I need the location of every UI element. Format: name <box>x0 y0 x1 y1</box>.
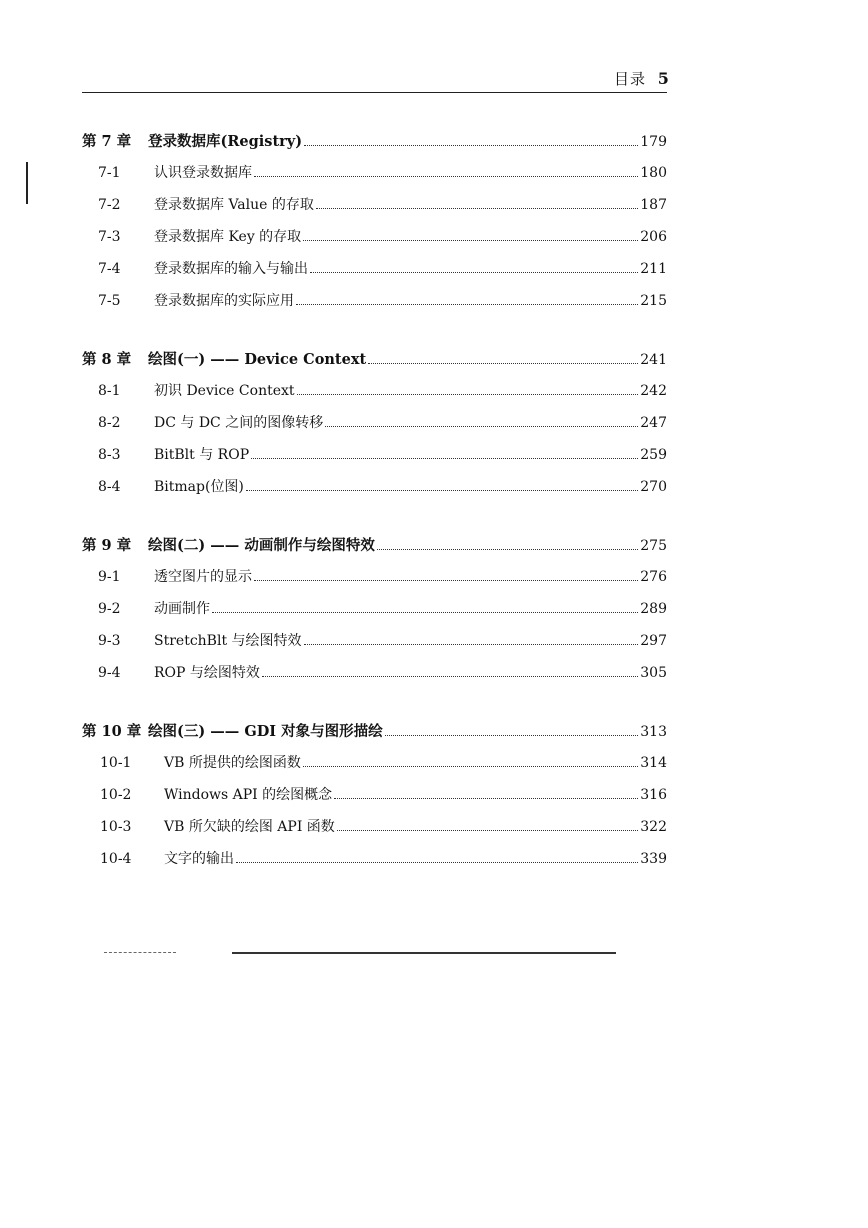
section-number: 7-3 <box>98 229 121 245</box>
page-reference: 211 <box>640 261 667 277</box>
section-number: 7-4 <box>98 261 121 277</box>
dot-leader <box>334 797 638 799</box>
page-reference: 305 <box>640 665 667 681</box>
section-title: 透空图片的显示 <box>154 569 252 585</box>
page-reference: 270 <box>640 479 667 495</box>
toc-section-entry[interactable] <box>82 380 667 412</box>
page-reference: 316 <box>640 787 667 803</box>
footer-rule-left <box>104 952 176 953</box>
toc-section-entry[interactable] <box>82 848 667 880</box>
dot-leader <box>251 457 638 459</box>
chapter-number: 第 10 章 <box>82 723 142 740</box>
toc-section-entry[interactable] <box>82 566 667 598</box>
dot-leader <box>303 765 638 767</box>
section-number: 10-2 <box>100 787 132 803</box>
section-title: ROP 与绘图特效 <box>154 665 260 681</box>
section-number: 9-3 <box>98 633 121 649</box>
toc-section-entry[interactable] <box>82 598 667 630</box>
section-number: 8-3 <box>98 447 121 463</box>
dot-leader <box>325 425 638 427</box>
section-title: 登录数据库的实际应用 <box>154 293 294 309</box>
chapter-number: 第 7 章 <box>82 133 132 150</box>
toc-section-entry[interactable] <box>82 752 667 784</box>
dot-leader <box>254 579 638 581</box>
running-head <box>614 68 670 89</box>
dot-leader <box>236 861 638 863</box>
section-number: 7-2 <box>98 197 121 213</box>
section-number: 9-2 <box>98 601 121 617</box>
section-title: VB 所欠缺的绘图 API 函数 <box>164 819 335 835</box>
page-reference: 313 <box>640 724 667 740</box>
page-reference: 242 <box>640 383 667 399</box>
section-title: 登录数据库 Key 的存取 <box>154 229 302 245</box>
dot-leader <box>303 239 638 241</box>
page-reference: 259 <box>640 447 667 463</box>
toc-section-entry[interactable] <box>82 162 667 194</box>
page-reference: 276 <box>640 569 667 585</box>
section-number: 9-1 <box>98 569 121 585</box>
section-number: 7-1 <box>98 165 121 181</box>
toc-section-entry[interactable] <box>82 226 667 258</box>
section-title: StretchBlt 与绘图特效 <box>154 633 302 649</box>
table-of-contents <box>82 130 667 880</box>
section-number: 10-3 <box>100 819 132 835</box>
toc-section-entry[interactable] <box>82 194 667 226</box>
toc-section-entry[interactable] <box>82 476 667 508</box>
section-title: 动画制作 <box>154 601 210 617</box>
section-number: 10-1 <box>100 755 132 771</box>
running-head-label: 目录 <box>614 70 647 88</box>
page-reference: 180 <box>640 165 667 181</box>
page-number: 5 <box>657 69 670 88</box>
section-title: VB 所提供的绘图函数 <box>164 755 301 771</box>
section-number: 8-2 <box>98 415 121 431</box>
toc-chapter-entry[interactable] <box>82 348 667 380</box>
toc-section-entry[interactable] <box>82 662 667 694</box>
section-title: 文字的输出 <box>164 851 234 867</box>
header-rule <box>82 92 667 93</box>
toc-section-entry[interactable] <box>82 784 667 816</box>
page-reference: 275 <box>640 538 667 554</box>
dot-leader <box>254 175 638 177</box>
page-reference: 215 <box>640 293 667 309</box>
dot-leader <box>316 207 638 209</box>
section-title: BitBlt 与 ROP <box>154 447 250 463</box>
section-title: Windows API 的绘图概念 <box>164 787 333 803</box>
section-title: 认识登录数据库 <box>154 165 252 181</box>
page-reference: 339 <box>640 851 667 867</box>
section-number: 9-4 <box>98 665 121 681</box>
toc-section-entry[interactable] <box>82 290 667 322</box>
section-title: Bitmap(位图) <box>154 479 244 495</box>
chapter-title: 绘图(一) —— Device Context <box>148 351 367 368</box>
section-number: 8-1 <box>98 383 121 399</box>
page-reference: 247 <box>640 415 667 431</box>
chapter-number: 第 8 章 <box>82 351 132 368</box>
scan-margin-mark <box>26 162 28 204</box>
dot-leader <box>212 611 638 613</box>
page-reference: 179 <box>640 134 667 150</box>
toc-chapter-entry[interactable] <box>82 534 667 566</box>
dot-leader <box>377 548 638 550</box>
page-reference: 206 <box>640 229 667 245</box>
dot-leader <box>310 271 638 273</box>
page-reference: 289 <box>640 601 667 617</box>
chapter-title: 绘图(三) —— GDI 对象与图形描绘 <box>148 723 383 740</box>
toc-chapter-entry[interactable] <box>82 130 667 162</box>
toc-chapter-entry[interactable] <box>82 720 667 752</box>
section-title: 登录数据库的输入与输出 <box>154 261 308 277</box>
toc-section-entry[interactable] <box>82 630 667 662</box>
section-number: 8-4 <box>98 479 121 495</box>
dot-leader <box>304 643 639 645</box>
page-reference: 322 <box>640 819 667 835</box>
page-reference: 297 <box>640 633 667 649</box>
dot-leader <box>246 489 638 491</box>
footer-rule-right <box>232 952 616 954</box>
dot-leader <box>296 303 638 305</box>
dot-leader <box>304 144 638 146</box>
dot-leader <box>385 734 639 736</box>
page-reference: 241 <box>640 352 667 368</box>
toc-section-entry[interactable] <box>82 258 667 290</box>
section-title: 登录数据库 Value 的存取 <box>154 197 314 213</box>
toc-section-entry[interactable] <box>82 444 667 476</box>
dot-leader <box>368 362 638 364</box>
section-number: 7-5 <box>98 293 121 309</box>
section-title: 初识 Device Context <box>154 383 295 399</box>
page-reference: 187 <box>640 197 667 213</box>
dot-leader <box>297 393 639 395</box>
section-number: 10-4 <box>100 851 132 867</box>
page-reference: 314 <box>640 755 667 771</box>
chapter-title: 登录数据库(Registry) <box>148 133 303 150</box>
dot-leader <box>337 829 638 831</box>
section-title: DC 与 DC 之间的图像转移 <box>154 415 324 431</box>
chapter-number: 第 9 章 <box>82 537 132 554</box>
dot-leader <box>262 675 638 677</box>
chapter-title: 绘图(二) —— 动画制作与绘图特效 <box>148 537 375 554</box>
toc-section-entry[interactable] <box>82 412 667 444</box>
toc-section-entry[interactable] <box>82 816 667 848</box>
